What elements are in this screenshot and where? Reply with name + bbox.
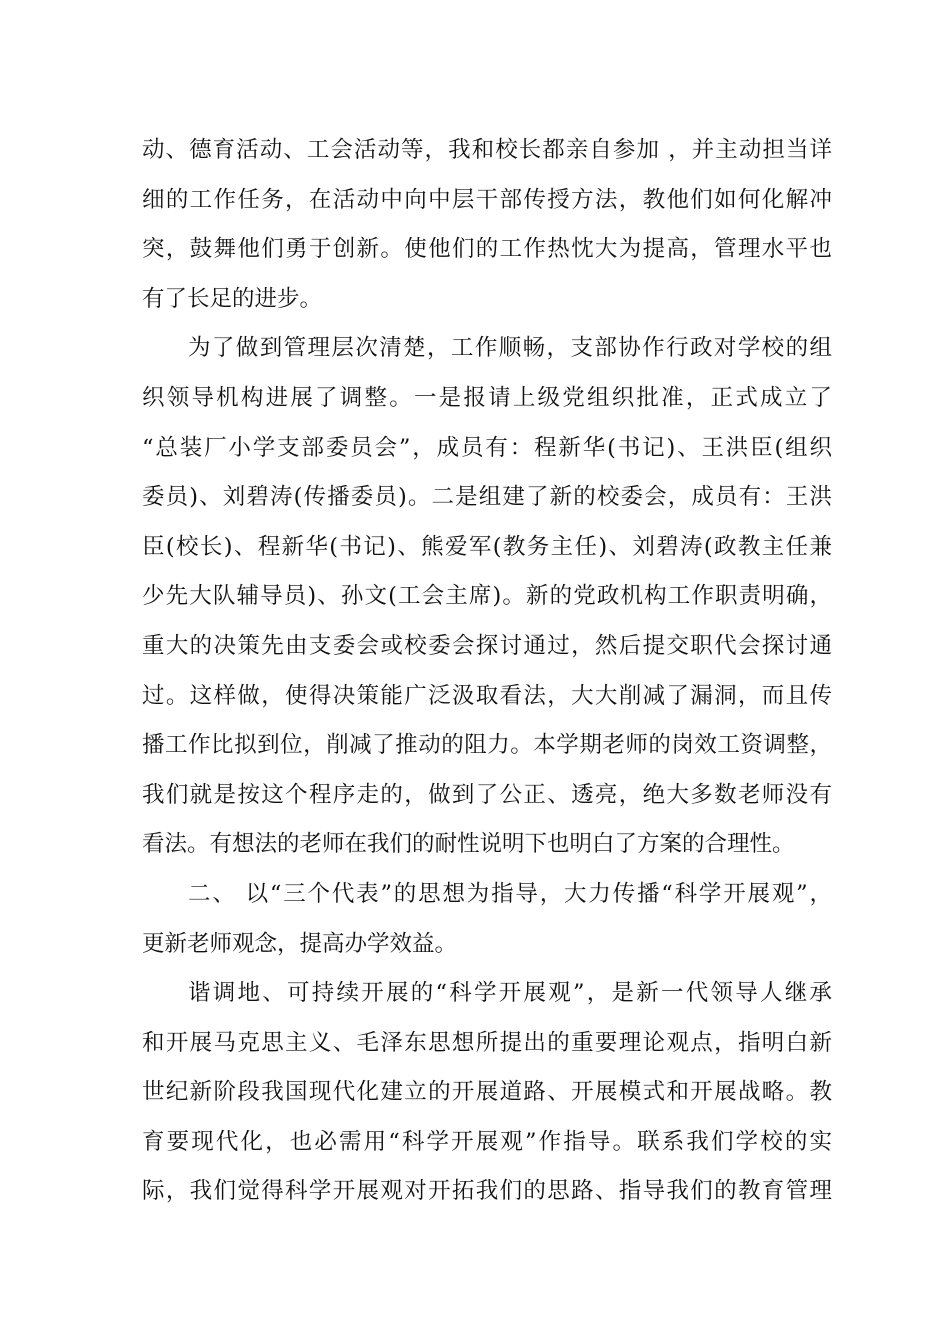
text-line: “总装厂小学支部委员会”，成员有：程新华(书记)、王洪臣(组织 [142,434,832,461]
text-line: 委员)、刘碧涛(传播委员)。二是组建了新的校委会，成员有：王洪 [142,484,832,511]
text-line: 细的工作任务，在活动中向中层干部传授方法，教他们如何化解冲 [142,186,832,213]
text-line: 播工作比拟到位，削减了推动的阻力。本学期老师的岗效工资调整， [142,732,832,759]
text-line: 为了做到管理层次清楚，工作顺畅，支部协作行政对学校的组 [188,335,832,362]
text-line: 际，我们觉得科学开展观对开拓我们的思路、指导我们的教育管理 [142,1178,832,1205]
text-line: 臣(校长)、程新华(书记)、熊爱军(教务主任)、刘碧涛(政教主任兼 [142,533,832,560]
text-line: 谐调地、可持续开展的“科学开展观”，是新一代领导人继承 [188,980,832,1007]
text-line: 看法。有想法的老师在我们的耐性说明下也明白了方案的合理性。 [142,831,795,858]
text-line: 有了长足的进步。 [142,285,323,312]
section-heading-line: 二、 以“三个代表”的思想为指导，大力传播“科学开展观”， [188,880,832,907]
text-line: 育要现代化，也必需用“科学开展观”作指导。联系我们学校的实 [142,1128,832,1155]
text-line: 动、德育活动、工会活动等，我和校长都亲自参加 ，并主动担当详 [142,137,832,163]
text-line: 过。这样做，使得决策能广泛汲取看法，大大削减了漏洞，而且传 [142,682,832,709]
text-line: 和开展马克思主义、毛泽东思想所提出的重要理论观点，指明白新 [142,1029,832,1056]
document-body [142,126,832,1217]
text-line: 少先大队辅导员)、孙文(工会主席)。新的党政机构工作职责明确， [142,583,832,610]
text-line: 织领导机构进展了调整。一是报请上级党组织批准，正式成立了 [142,384,832,411]
text-line: 突，鼓舞他们勇于创新。使他们的工作热忱大为提高，管理水平也 [142,236,832,263]
section-heading-line: 更新老师观念，提高办学效益。 [142,930,458,957]
text-line: 我们就是按这个程序走的，做到了公正、透亮，绝大多数老师没有 [142,781,832,808]
text-line: 世纪新阶段我国现代化建立的开展道路、开展模式和开展战略。教 [142,1079,832,1106]
text-line: 重大的决策先由支委会或校委会探讨通过，然后提交职代会探讨通 [142,632,832,659]
